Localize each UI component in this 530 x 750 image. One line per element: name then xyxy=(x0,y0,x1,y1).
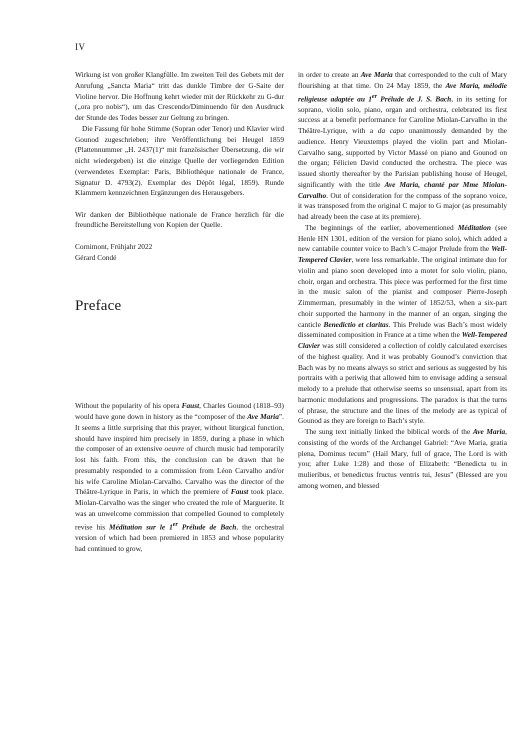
text-segment: . Out of consideration for the compass of the soprano voice, it was transposed from the original C major to G major (as presumably had already been the case at its premiere). xyxy=(298,190,507,222)
italic-text: da capo xyxy=(377,126,405,136)
text-segment: The beginnings of the earlier, abovementioned xyxy=(305,222,458,232)
text-segment: of church music had temporarily lost his faith. From this, the conclusion can be drawn that he presumably responded to a commission from Léon Carvalho and/or his wife Caroline Miolan-Carvalho. Carvalho was the director of the Théâtre-Lyrique in Paris, in which the premiere of xyxy=(75,444,285,497)
text-segment: unanimously demanded by the audience. Henry Vieuxtemps played the violin part and Miolan-Carvalho sang, supported by Victor Massé on piano and Gounod on the organ; Félicien David conducted the orchestra. The piece was issued shortly thereafter by the Parisian publishing house of Heugel, significantly with the title xyxy=(298,126,507,189)
text-segment: that corresponded to the cult of Mary flourishing at that time. On 24 May 1859, the xyxy=(298,70,507,90)
text-segment: , Charles Gounod (1818–93) would have gone down in history as the “composer of the xyxy=(75,401,284,422)
english-paragraph xyxy=(298,427,507,492)
emphasis-text: Benedictio et claritas xyxy=(323,319,389,329)
emphasis-text: Ave Maria xyxy=(472,427,506,437)
german-paragraph xyxy=(75,124,284,199)
text-segment: took place. Miolan-Carvalho was the singer who created the role of Marguerite. It was an unwelcome commission that compelled Gounod to completely revise his xyxy=(75,487,284,532)
german-paragraph xyxy=(75,70,284,124)
text-segment: Without the popularity of his opera xyxy=(75,401,182,411)
english-paragraph xyxy=(75,401,284,554)
text-segment: Wirkung ist von großer Klangfülle. Im zweiten Teil des Gebets mit der Anrufung „Sancta Maria“ tritt das dunkle Timbre der G-Saite der Violine hervor. Die Hoffnung kehrt wieder mit der Rückkehr zu G-dur („ora pro nobis“), um das Crescendo/Diminuendo für den Ausdruck der Stunde des Todes besser zur Geltung zu bringen. xyxy=(75,70,284,122)
text-segment: Die Fassung für hohe Stimme (Sopran oder Tenor) und Klavier wird Gounod zugeschrieben; ihre Veröffentlichung bei Heugel 1859 (Plattennummer „H. 2437(1)“ mit französischer Übersetzung, die wir nicht wiedergeben) ist die einzige Quelle der vorliegenden Edition (verwendetes Exemplar: Paris, Bibliothèque nationale de France, Signatur D. 4793(2). Exemplar des Dépôt légal, 1859). Runde Klammern kennzeichnen Ergänzungen des Herausgebers. xyxy=(75,123,284,198)
german-paragraph xyxy=(75,210,284,232)
superscript-text: er xyxy=(172,521,178,528)
emphasis-text: Ave Maria, mélodie religieuse adaptée au 1 xyxy=(298,80,507,103)
emphasis-text: Well-Tempered Clavier xyxy=(298,330,507,351)
english-paragraph xyxy=(298,70,507,223)
text-segment: . This Prelude was Bach’s most widely disseminated composition in France at a time when the xyxy=(298,319,508,340)
emphasis-text: Faust xyxy=(230,487,249,497)
emphasis-text: Prélude de Bach xyxy=(177,522,237,532)
italic-text: oeuvre xyxy=(164,444,185,454)
emphasis-text: Ave Maria xyxy=(360,70,393,79)
german-text xyxy=(75,70,284,231)
english-text-left xyxy=(75,401,284,554)
text-segment: , were less remarkable. The original intimate duo for violin and piano soon developed into a motet for solo violin, piano, choir, organ and orchestra. This piece was performed for the first time in the music salon of the pianist and composer Pierre-Joseph Zimmerman, presumably in the winter of 1852/53, when a six-part choir supported the harmony in the manner of an organ, singing the canticle xyxy=(298,255,507,329)
text-segment: ”. It seems a little surprising that this prayer, without liturgical function, should have inspired him precisely in 1859, during a phase in which the composer of an extensive xyxy=(75,412,284,454)
emphasis-text: Faust xyxy=(181,401,200,411)
text-segment: , the orchestral version of which had been premiered in 1853 and whose popularity had continued to grow, xyxy=(75,522,284,553)
signature-place-date: Cornimont, Frühjahr 2022 xyxy=(75,241,153,251)
text-segment: The sung text initially linked the biblical words of the xyxy=(305,427,473,437)
preface-heading: Preface xyxy=(75,298,122,315)
text-segment: , in its setting for soprano, violin solo, piano, organ and orchestra, celebrated its first success at a benefit performance for Caroline Miolan-Carvalho in the Théâtre-Lyrique, with a xyxy=(298,93,507,136)
emphasis-text: Ave Maria xyxy=(247,412,279,422)
emphasis-text: Ave Maria, chanté par Mme Miolan-Carvalho xyxy=(298,179,507,200)
english-paragraph xyxy=(298,223,507,427)
emphasis-text: Méditation xyxy=(457,222,491,232)
signature xyxy=(75,242,284,264)
right-column xyxy=(298,70,507,492)
signature-author: Gérard Condé xyxy=(75,252,117,262)
page-number: IV xyxy=(75,42,86,52)
emphasis-text: Well-Tempered Clavier xyxy=(298,244,507,265)
superscript-text: er xyxy=(371,93,377,100)
text-segment: Wir danken der Bibliothèque nationale de France herzlich für die freundliche Bereitstellung von Kopien der Quelle. xyxy=(75,209,284,230)
text-segment: (see Henle HN 1301, edition of the version for piano solo), which added a new cantabile counter voice to Bach’s C-major Prelude from the xyxy=(298,222,507,254)
text-segment: in order to create an xyxy=(298,70,361,79)
emphasis-text: Méditation sur le 1 xyxy=(109,522,173,532)
emphasis-text: Prélude de J. S. Bach xyxy=(376,93,452,103)
text-segment: was still considered a collection of coldly calculated exercises of the highest quality. And it was probably Gounod’s conviction that Bach was by no means always so strict and serious as suggested by his portraits with a periwig that allowed him to envisage adding a sensual melody to a prelude that otherwise seems so unsensual, apart from its harmonic modulations and progressions. The paradox is that the turns of phrase, the structure and the lines of the melody are as typical of Gounod as they are foreign to Bach’s style. xyxy=(298,341,507,426)
text-segment: , consisting of the words of the Archangel Gabriel: “Ave Maria, gratia plena, Dominus tecum” (Hail Mary, full of grace, The Lord is with you; after Luke 1:28) and those of Elizabeth: “Benedicta tu in mulieribus, et benedictus fructus ventris tui, Jesus” (Blessed are you among women, and blessed xyxy=(298,427,507,490)
left-column xyxy=(75,70,284,554)
